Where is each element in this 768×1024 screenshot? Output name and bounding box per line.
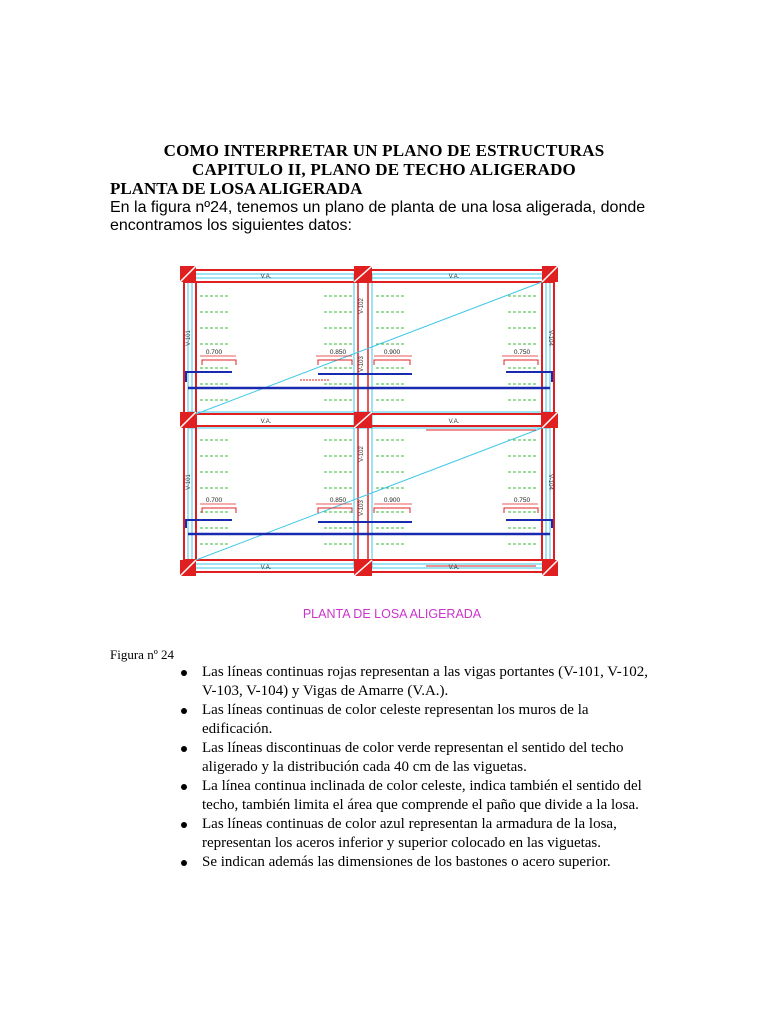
figure-label: Figura nº 24: [110, 647, 174, 662]
section-heading: PLANTA DE LOSA ALIGERADA: [110, 179, 363, 198]
list-item: [176, 701, 662, 739]
document-title-line1: COMO INTERPRETAR UN PLANO DE ESTRUCTURAS: [163, 141, 605, 160]
label-v102-lower: V-102: [359, 446, 365, 462]
label-va-top-right: V.A.: [448, 274, 460, 280]
dim-upper-center-b: 0.900: [383, 349, 401, 356]
dim-upper-right: 0.750: [513, 349, 531, 356]
list-item-text: La línea continua inclinada de color celeste, indica también el sentido del techo, también limita el área que comprende el paño que divide a la losa.: [202, 778, 642, 813]
list-item: [176, 853, 662, 872]
document-title-line2: CAPITULO II, PLANO DE TECHO ALIGERADO: [192, 160, 576, 179]
list-item: [176, 815, 662, 853]
dim-lower-center-a: 0.850: [329, 497, 347, 504]
label-va-bottom-left: V.A.: [260, 565, 272, 571]
dim-lower-left: 0.700: [205, 497, 223, 504]
dim-upper-left: 0.700: [205, 349, 223, 356]
list-item-text: Las líneas continuas de color azul representan la armadura de la losa, representan los aceros inferior y superior colocado en las viguetas.: [202, 816, 617, 851]
figure-caption: PLANTA DE LOSA ALIGERADA: [302, 607, 482, 621]
rebar: [186, 372, 552, 534]
dim-lower-center-b: 0.900: [383, 497, 401, 504]
bullet-icon: [181, 784, 187, 790]
columns: [180, 266, 558, 576]
list-item-text: Se indican además las dimensiones de los bastones o acero superior.: [202, 854, 611, 870]
bullet-icon: [181, 860, 187, 866]
list-item-text: Las líneas continuas rojas representan a las vigas portantes (V-101, V-102, V-103, V-104) y Vigas de Amarre (V.A.).: [202, 664, 649, 699]
bullet-icon: [181, 746, 187, 752]
label-va-top-left: V.A.: [260, 274, 272, 280]
bullet-list: [176, 663, 662, 872]
floor-plan-figure: [178, 264, 562, 578]
bullet-icon: [181, 708, 187, 714]
bullet-icon: [181, 822, 187, 828]
list-item: [176, 739, 662, 777]
label-va-mid-right: V.A.: [448, 419, 460, 425]
list-item: [176, 777, 662, 815]
label-v103-upper: V-103: [359, 356, 365, 372]
list-item-text: Las líneas discontinuas de color verde representan el sentido del techo aligerado y la distribución cada 40 cm de las viguetas.: [202, 740, 624, 775]
label-v103-lower: V-103: [359, 500, 365, 516]
label-v102-upper: V-102: [359, 298, 365, 314]
dim-upper-center-a: 0.850: [329, 349, 347, 356]
label-va-mid-left: V.A.: [260, 419, 272, 425]
label-v101-upper: V-101: [186, 330, 192, 346]
label-v104-lower: V-104: [547, 474, 553, 490]
list-item-text: Las líneas continuas de color celeste representan los muros de la edificación.: [202, 702, 589, 737]
label-v104-upper: V-104: [547, 330, 553, 346]
list-item: [176, 663, 662, 701]
bullet-icon: [181, 670, 187, 676]
intro-paragraph: En la figura nº24, tenemos un plano de planta de una losa aligerada, donde encontramos los siguientes datos:: [110, 199, 646, 234]
label-va-bottom-right: V.A.: [448, 565, 460, 571]
dim-lower-right: 0.750: [513, 497, 531, 504]
label-v101-lower: V-101: [186, 474, 192, 490]
